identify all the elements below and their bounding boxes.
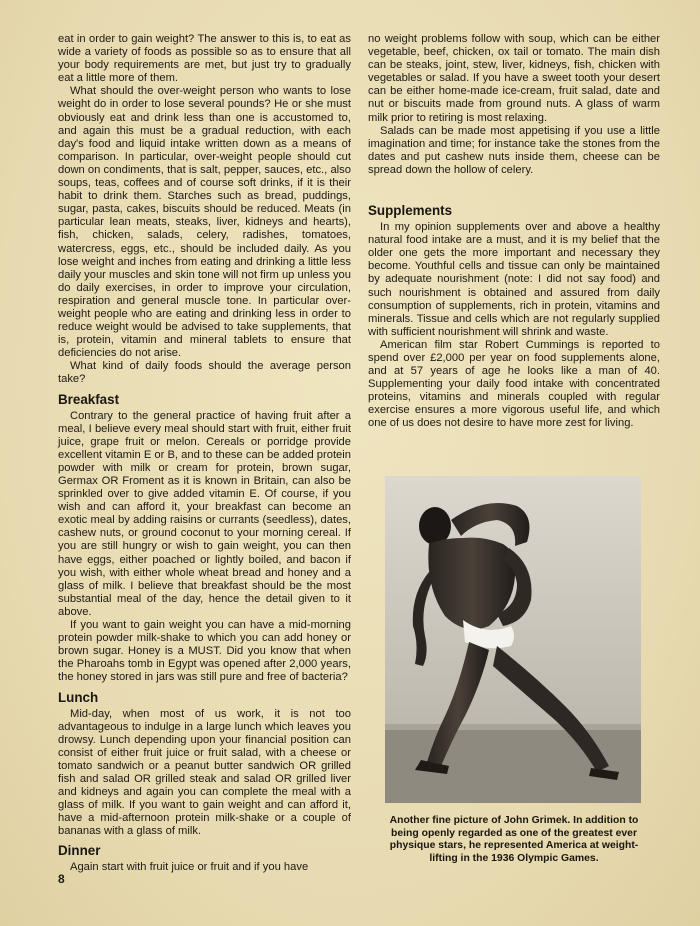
paragraph: Mid-day, when most of us work, it is not too advantageous to indulge in a large lunch which leaves you drowsy. Lunch depending upon your financial position can consist of either fruit juice or fruit salad, with a cheese or tomato sandwich or a peanut butter sandwich OR grilled fish and salad OR grilled steak and salad OR grilled liver and kidneys and again you can complete the meal with a glass of milk. If you want to gain weight and can afford it, have a mid-afternoon protein milk-shake or a couple of bananas with a glass of milk. (58, 707, 351, 838)
section-heading-breakfast: Breakfast (58, 391, 120, 407)
left-column (58, 33, 351, 875)
paragraph: eat in order to gain weight? The answer to this is, to eat as wide a variety of foods as possible so as to ensure that all your body requirements are met, but just try to gradually eat a little more of them. (58, 33, 351, 85)
section-heading-dinner: Dinner (58, 843, 101, 859)
paragraph: Again start with fruit juice or fruit and if you have (70, 861, 309, 874)
paragraph: In my opinion supplements over and above a healthy natural food intake are a must, and it is my belief that the older one gets the more important and necessary they become. Youthful cells and tissue can only be maintained by adequate nourishment (note: I did not say food) and such nourishment is obtained and assured from daily consumption of supplements, rich in protein, vitamins and minerals. Tissue and cells which are not regularly supplied with sufficient nourishment will shrink and waste. (368, 221, 660, 338)
bodybuilder-figure-icon (385, 476, 641, 803)
paragraph: What kind of daily foods should the average person take? (58, 360, 351, 386)
paragraph: Salads can be made most appetising if you use a little imagination and time; for instance take the stones from the dates and put cashew nuts inside them, cheese can be spread down the hollow of celery. (368, 124, 660, 176)
paragraph: American film star Robert Cummings is reported to spend over £2,000 per year on food supplements alone, and at 57 years of age he looks like a man of 40. Supplementing your daily food intake with concentrated proteins, vitamins and minerals coupled with regular exercise ensures a more vigorous useful life, and which one of us does not desire to have more zest for living. (368, 338, 660, 430)
bodybuilder-photo (385, 476, 641, 803)
paragraph: no weight problems follow with soup, which can be either vegetable, beef, chicken, ox tail or tomato. The main dish can be steaks, joint, stew, liver, kidneys, fish, chicken with vegetables or salad. If you have a sweet tooth your desert can be either home-made ice-cream, fruit salad, date and nut or biscuits made from ground nuts. A glass of warm milk prior to retiring is most relaxing. (368, 33, 660, 124)
paragraph: What should the over-weight person who wants to lose weight do in order to lose several pounds? He or she must obviously eat and drink less than one is accustomed to, and again this must be a gradual reduction, with each day's food and liquid intake written down as a means of comparison. In particular, over-weight people should cut down on condiments, that is salt, pepper, sauces, etc., also soups, teas, coffees and of course soft drinks, if it is their habit to drink them. Starches such as bread, puddings, sugar, pasta, cakes, biscuits should be reduced. Meats (in particular lean meats, steaks, liver, kidneys and hearts), fish, chicken, salads, celery, radishes, tomatoes, watercress, eggs, etc., should be included daily. As you lose weight and inches from eating and drinking a little less daily your muscles and skin tone will not firm up unless you do daily exercises, in order to improve your circulation, respiration and general muscle tone. In particular over-weight people who are eating and drinking less in order to reduce weight would be advised to take supplements, that is, protein, vitamin and mineral tablets to ensure that deficiencies do not arise. (58, 85, 351, 360)
page-number: 8 (58, 872, 65, 886)
paragraph: Contrary to the general practice of having fruit after a meal, I believe every meal should start with fruit, either fruit juice, grape fruit or melon. Cereals or porridge provide excellent vitamin E or B, and to these can be added protein powder with milk or cream for protein, brown sugar, Germax OR Froment as it is known in Britain, can also be sprinkled over to give added vitamin E. Of course, if you wish and can afford it, your breakfast can become an exotic meal by adding raisins or currants (seedless), dates, cashew nuts, or ground coconut to your morning cereal. If you are still hungry or wish to gain weight, you can then have eggs, either poached or lightly boiled, and bacon if you wish, with either whole wheat bread and honey and a glass of milk. I believe that breakfast should be the most substantial meal of the day, hence the detail given to it above. (58, 409, 351, 618)
right-column (368, 33, 660, 431)
paragraph: If you want to gain weight you can have a mid-morning protein powder milk-shake to which you can add honey or brown sugar. Honey is a MUST. Did you know that when the Pharoahs tomb in Egypt was opened after 2,000 years, the honey stored in jars was still pure and free of bacteria? (58, 619, 351, 684)
photo-caption: Another fine picture of John Grimek. In addition to being openly regarded as one of the greatest ever physique stars, he represented America at weight-lifting in the 1936 Olympic Games. (389, 815, 639, 864)
section-heading-lunch: Lunch (58, 689, 99, 705)
section-heading-supplements: Supplements (368, 203, 453, 219)
